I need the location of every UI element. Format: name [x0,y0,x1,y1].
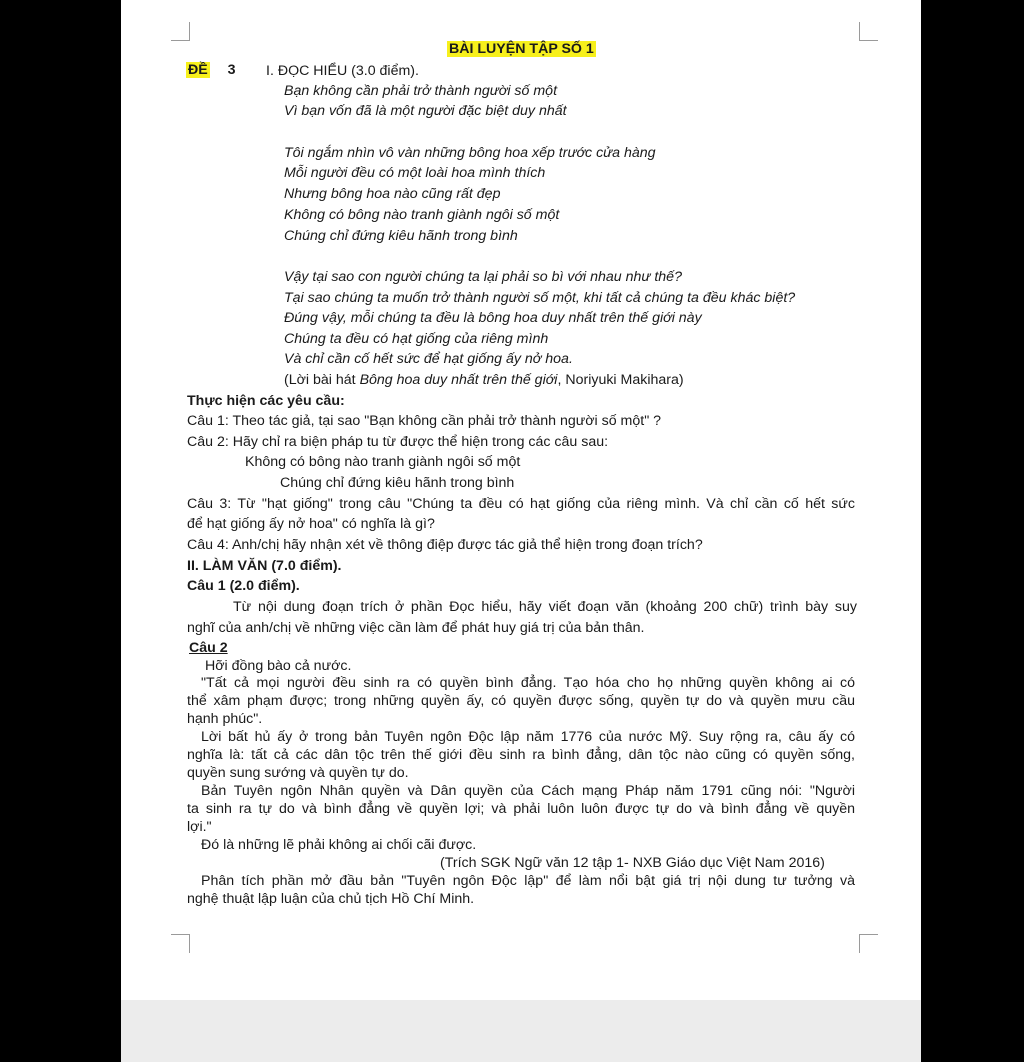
section2-heading: II. LÀM VĂN (7.0 điểm). [187,558,342,574]
poem-line: Bạn không cần phải trở thành người số một [284,83,558,99]
c2-task-cont: nghệ thuật lập luận của chủ tịch Hồ Chí Minh. [187,891,475,907]
poem-line: Đúng vậy, mỗi chúng ta đều là bông hoa duy nhất trên thế giới này [284,310,702,326]
c2-heading: Câu 2 [189,640,228,656]
section1-heading: I. ĐỌC HIỂU (3.0 điểm). [266,63,419,79]
exam-label: ĐỀ 3 [188,62,236,78]
c1-heading: Câu 1 (2.0 điểm). [187,578,300,594]
passage-line: "Tất cả mọi người đều sinh ra có quyền bình đẳng. Tạo hóa cho họ những quyền không ai có [201,675,855,691]
passage-greeting: Hỡi đồng bào cả nước. [205,658,352,674]
passage-line: hạnh phúc". [187,711,263,727]
passage-line: lợi." [187,819,212,835]
crop-mark-bottom-left [171,934,190,953]
poem-line: Và chỉ cần cố hết sức để hạt giống ấy nở hoa. [284,351,573,367]
question-2: Câu 2: Hãy chỉ ra biện pháp tu từ được thể hiện trong các câu sau: [187,434,609,450]
crop-mark-top-right [859,22,878,41]
next-page-area [121,1000,921,1062]
passage-line: Lời bất hủ ấy ở trong bản Tuyên ngôn Độc lập năm 1776 của nước Mỹ. Suy rộng ra, câu ấy có [201,729,855,745]
poem-line: Vì bạn vốn đã là một người đặc biệt duy nhất [284,103,567,119]
c1-text-cont: nghĩ của anh/chị về những việc cần làm để phát huy giá trị của bản thân. [187,620,645,636]
crop-mark-top-left [171,22,190,41]
poem-line: Tôi ngắm nhìn vô vàn những bông hoa xếp trước cửa hàng [284,145,656,161]
poem-line: Vậy tại sao con người chúng ta lại phải so bì với nhau như thế? [284,269,682,285]
document-page [121,0,921,1000]
passage-line: Bản Tuyên ngôn Nhân quyền và Dân quyền của Cách mạng Pháp năm 1791 cũng nói: "Người [201,783,855,799]
question-2-quote: Không có bông nào tranh giành ngôi số một [245,454,521,470]
poem-line: Chúng chỉ đứng kiêu hãnh trong bình [284,228,518,244]
question-1: Câu 1: Theo tác giả, tại sao "Bạn không cần phải trở thành người số một" ? [187,413,662,429]
crop-mark-bottom-right [859,934,878,953]
passage-line: Đó là những lẽ phải không ai chối cãi được. [201,837,477,853]
poem-line: Không có bông nào tranh giành ngôi số một [284,207,560,223]
question-3: Câu 3: Từ "hạt giống" trong câu "Chúng ta đều có hạt giống của riêng mình. Và chỉ cần cố hết sức [187,496,855,512]
practice-title: BÀI LUYỆN TẬP SỐ 1 [449,41,594,57]
c2-task: Phân tích phần mở đầu bản "Tuyên ngôn Độc lập" để làm nổi bật giá trị nội dung tư tưởng và [201,873,855,889]
question-3-cont: để hạt giống ấy nở hoa" có nghĩa là gì? [187,516,435,532]
poem-line: Nhưng bông hoa nào cũng rất đẹp [284,186,501,202]
passage-citation: (Trích SGK Ngữ văn 12 tập 1- NXB Giáo dục Việt Nam 2016) [440,855,825,871]
question-4: Câu 4: Anh/chị hãy nhận xét về thông điệp được tác giả thể hiện trong đoạn trích? [187,537,703,553]
passage-line: nghĩa là: tất cả các dân tộc trên thế giới đều sinh ra bình đẳng, dân tộc nào cũng có quyền sống, [187,747,855,763]
passage-line: quyền sung sướng và quyền tự do. [187,765,409,781]
passage-line: ta sinh ra tự do và bình đẳng về quyền lợi; và phải luôn luôn được tự do và bình đẳng về quyền [187,801,855,817]
poem-line: Tại sao chúng ta muốn trở thành người số một, khi tất cả chúng ta đều khác biệt? [284,290,796,306]
poem-line: Chúng ta đều có hạt giống của riêng mình [284,331,549,347]
passage-line: thể xâm phạm được; trong những quyền ấy, có quyền được sống, quyền tự do và quyền mưu cầu [187,693,855,709]
poem-source: (Lời bài hát Bông hoa duy nhất trên thế giới, Noriyuki Makihara) [284,372,684,388]
c1-text: Từ nội dung đoạn trích ở phần Đọc hiểu, hãy viết đoạn văn (khoảng 200 chữ) trình bày suy [233,599,857,615]
tasks-heading: Thực hiện các yêu cầu: [187,393,345,409]
poem-line: Mỗi người đều có một loài hoa mình thích [284,165,546,181]
question-2-quote: Chúng chỉ đứng kiêu hãnh trong bình [280,475,515,491]
